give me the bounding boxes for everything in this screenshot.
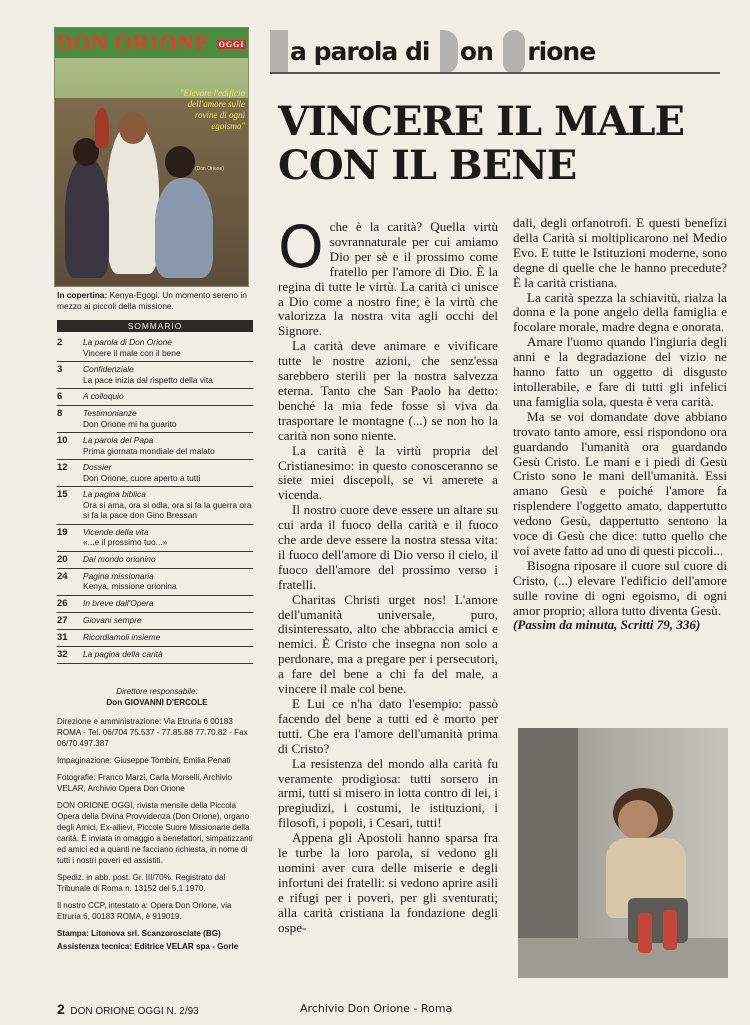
child-photo [518, 728, 728, 978]
paragraph-10: La carità spezza la schiavitù, rialza la donna e la pone angelo della famiglia e focolare morale, madre degna e onorata. [513, 289, 727, 335]
assistenza-text: Assistenza tecnica: Editrice VELAR spa - Gorle [57, 942, 239, 951]
series-text-3: rione [527, 37, 596, 66]
paragraph-5: Charitas Christi urget nos! L'amore dell'umanità universale, puro, disinteressato, alto che abbraccia amici e nemici. È Cristo che insegna non solo a perdonare, ma a pregare per i persecutori, a fare del bene a chi fa del male, a vincere il male col bene. [278, 591, 498, 697]
toc-entry [83, 435, 253, 456]
paragraph-11: Amare l'uomo quando l'ingiuria degli anni e la degradazione del vizio ne hanno fatto un oggetto di disgusto intollerabile, e fare di tutti gli infelici una famiglia sola, questa è vera carità. [513, 334, 727, 409]
toc-page-number: 12 [57, 462, 68, 473]
background-child [95, 108, 109, 148]
toc-section-title: Giovani sempre [83, 614, 142, 625]
toc-section-title: Testimonianze [83, 408, 137, 418]
toc-item [57, 596, 253, 613]
red-boot-right [663, 910, 677, 950]
drop-cap: O [278, 213, 324, 281]
toc-item [57, 335, 253, 362]
toc-entry [83, 408, 253, 429]
toc-item [57, 362, 253, 389]
page-footer [57, 1002, 199, 1019]
paragraph-7: La resistenza del mondo alla carità fu veramente prodigiosa: tutti sorsero in armi, tutti si misero in lotta contro di lei, i pregiudizi, i costumi, le istituzioni, i filosofi, i popoli, i Cesari, tutti! [278, 755, 498, 831]
paragraph-9: dali, degli orfanotrofi. E questi benefizi della Carità si moltiplicarono nel Medio Evo. E tutte le Istituzioni moderne, sono degne di quelle che le hanno precedute? È la carità cristiana. [513, 215, 727, 290]
toc-entry [83, 649, 253, 660]
fotografie-text: Fotografie: Franco Marzi, Carla Morselli, Archivio VELAR, Archivio Opera Don Orione [57, 773, 232, 793]
series-text-1: a parola di [290, 37, 430, 66]
toc-section-title: Dossier [83, 462, 112, 472]
initial-D-block [440, 30, 458, 74]
header-rule [270, 72, 720, 74]
red-boot-left [638, 913, 652, 953]
toc-section-title: La pagina biblica [83, 489, 146, 499]
toc-section-subtitle: Ora si ama, ora si odia, ora si fa la guerra ora si fa la pace don Gino Bressan [83, 499, 252, 520]
source-citation: (Passim da minuta, Scritti 79, 336) [513, 617, 701, 633]
paragraph-2: La carità deve animare e vivificare tutte le nostre azioni, che senz'essa sarebbero sterili per la nostra salvezza eterna. Tanto che San Paolo ha detto: benché la mia fede fosse sì viva da trasportare le montagne (...) se non ho la carità non sono niente. [278, 338, 498, 443]
cover-image [54, 27, 249, 287]
child-legs [628, 898, 688, 943]
toc-section-title: Vicende della vita [83, 526, 149, 537]
child-head-2 [165, 146, 195, 178]
paragraph-3: La carità è la virtù propria del Cristianesimo: in questo conosceranno se siete miei discepoli, se vi amerete a vicenda. [278, 442, 498, 503]
initial-L-block [270, 30, 288, 74]
paragraph-12: Ma se voi domandate dove abbiano trovato tanto amore, essi rispondono ora guardando l'umanità ora guardando Gesù Cristo. Le mani e i piedi di Gesù Cristo sono le mani dell'umanità. Essi amano Gesù e poiché l'amore fa risplendere l'oggetto amato, dappertutto vedono Gesù, dappertutto sentono la voce di Gesù che dice: tutto quello che voi avete fatto ad uno di questi piccoli... [513, 408, 727, 558]
toc-entry [83, 598, 253, 609]
toc-page-number: 27 [57, 614, 68, 626]
impaginazione-text: Impaginazione: Giuseppe Tombini, Emilia Penati [57, 756, 231, 765]
toc-item [57, 613, 253, 630]
toc-item [57, 389, 253, 406]
ccp-text: Il nostro CCP, intestato a: Opera Don Orione, via Etruria 6, 00183 ROMA, è 919019. [57, 901, 232, 921]
toc-item [57, 647, 253, 664]
credits-block [57, 686, 257, 958]
nun-face [119, 112, 147, 144]
toc-section-title: Ricordiamoli insieme [83, 631, 161, 642]
article-column-1 [278, 213, 498, 936]
nun-figure [107, 124, 159, 274]
toc-entry [83, 527, 253, 548]
toc-page-number: 15 [57, 489, 68, 500]
toc-section-subtitle: La pace inizia dal rispetto della vita [83, 374, 213, 385]
toc-item [57, 487, 253, 525]
toc-item [57, 433, 253, 460]
toc-section-subtitle: «...e il prossimo tuo...» [83, 537, 168, 547]
toc-page-number: 26 [57, 597, 68, 609]
about-text: DON ORIONE OGGI, rivista mensile della Piccola Opera della Divina Provvidenza (Don Orione), organo degli Amici, Ex-allievi, Piccole Suore Missionarie della carità. È inviata in omaggio a benefattori, simpatizzanti ed amici ed a quanti ne facciano richiesta, in nome di tutti i nostri poveri ed assistiti. [57, 801, 253, 865]
cover-quote-author: (Don Orione) [195, 166, 224, 172]
archive-label: Archivio Don Orione - Roma [300, 1002, 453, 1015]
child-figure-1 [65, 158, 109, 278]
toc-section-title: La parola del Papa [83, 435, 154, 445]
toc-section-subtitle: Kenya, missione orionina [83, 581, 177, 591]
toc-item [57, 630, 253, 647]
stampa-text: Stampa: Litonova srl. Scanzorosciate (BG) [57, 929, 221, 938]
toc-page-number: 10 [57, 435, 68, 446]
toc-item [57, 406, 253, 433]
toc-section-title: Confidenziale [83, 364, 134, 374]
toc-section-subtitle: Prima giornata mondiale del malato [83, 445, 215, 456]
spedizione-text: Spediz. in abb. post. Gr. III/70%. Registrato dal Tribunale di Roma n. 13152 del 5.1 1970. [57, 873, 226, 893]
toc-page-number: 32 [57, 648, 68, 660]
cover-caption: In copertina: Kenya-Egogi. Un momento sereno in mezzo ai piccoli della missione. [57, 290, 247, 311]
toc-section-subtitle: Don Orione, cuore aperto a tutti [83, 472, 201, 483]
toc-section-title: Dal mondo orionino [83, 553, 156, 564]
toc-entry [83, 554, 253, 565]
toc-entry [83, 462, 253, 483]
table-of-contents [57, 335, 253, 664]
toc-entry [83, 391, 253, 402]
toc-section-title: A colloquio [83, 391, 124, 401]
toc-page-number: 6 [57, 391, 63, 402]
toc-section-subtitle: Don Orione mi ha guarito [83, 418, 177, 429]
photo-step [518, 938, 728, 978]
series-text-2: on [459, 37, 493, 66]
toc-item [57, 525, 253, 552]
toc-section-title: La parola di Don Orione [83, 337, 172, 347]
paragraph-13: Bisogna riposare il cuore sul cuore di Cristo, (...) elevare l'edificio dell'amore sulle rovine di ogni egoismo, di ogni amor proprio; allora tutto diventa Gesù. [513, 557, 727, 618]
toc-page-number: 8 [57, 408, 63, 419]
director-name: Don GIOVANNI D'ERCOLE [106, 698, 208, 707]
page-number: 2 [57, 1001, 65, 1017]
toc-item [57, 552, 253, 569]
initial-O-block [503, 30, 525, 74]
toc-item [57, 460, 253, 487]
toc-entry [83, 571, 253, 592]
cover-quote: "Elevare l'edificio dell'amore sulle rovine di ogni egoismo" [179, 88, 245, 131]
toc-page-number: 2 [57, 337, 63, 348]
toc-page-number: 31 [57, 631, 68, 643]
child-figure-2 [155, 178, 213, 278]
toc-section-title: La pagina della carità [83, 648, 163, 659]
toc-page-number: 3 [57, 364, 63, 375]
article-column-2 [513, 216, 727, 633]
paragraph-8: Appena gli Apostoli hanno sparsa fra le turbe la loro parola, si vedono gli uomini aver cura delle miserie e degli infortuni dei fratelli: si vedono aprire asili e rifugi per i poveri, per gli sventurati; alla carità cristiana la fondazione degli ospe- [278, 830, 498, 935]
toc-section-title: In breve dall'Opera [83, 597, 154, 608]
child-face [618, 800, 658, 840]
paragraph-1: che è la carità? Quella virtù sovrannaturale per cui amiamo Dio per sè e il prossimo come fratello per l'amore di Dio. È la regina di tutte le virtù. La carità ci unisce a Dio come a nostro fine; è la virtù che valorizza la nostra vita agli occhi del Signore. [278, 219, 498, 339]
toc-page-number: 20 [57, 553, 68, 565]
toc-page-number: 19 [57, 526, 68, 538]
issue-label: DON ORIONE OGGI N. 2/93 [70, 1006, 199, 1017]
paragraph-6: E Lui ce n'ha dato l'esempio: passò facendo del bene a tutti ed è morto per tutti. Che era l'amore dell'umanità prima di Cristo? [278, 696, 498, 756]
toc-entry [83, 337, 253, 358]
toc-entry [83, 364, 253, 385]
toc-section-subtitle: Vincere il male con il bene [83, 347, 181, 358]
toc-entry [83, 632, 253, 643]
toc-page-number: 24 [57, 570, 68, 582]
toc-item [57, 569, 253, 596]
article-title: VINCERE IL MALE CON IL BENE [278, 98, 684, 189]
direzione-text: Direzione e amministrazione: Via Etruria 6 00183 ROMA - Tel. 06/704 75.537 - 77.85.88 77.70.82 - Fax 06/70.497.387 [57, 717, 248, 748]
director-label: Direttore responsabile: [116, 687, 198, 696]
toc-entry [83, 489, 253, 521]
sommario-heading: SOMMARIO [57, 320, 253, 332]
paragraph-4: Il nostro cuore deve essere un altare su cui arda il fuoco della carità e il fuoco che arde deve essere la nostra stessa vita: il fuoco dell'amore di Dio verso il cielo, il fuoco dell'amore del prossimo verso i fratelli. [278, 502, 498, 592]
cover-masthead: DON ORIONE OGGI [55, 28, 248, 58]
toc-section-title: Pagina missionaria [83, 570, 154, 581]
series-header [270, 30, 720, 74]
toc-entry [83, 615, 253, 626]
